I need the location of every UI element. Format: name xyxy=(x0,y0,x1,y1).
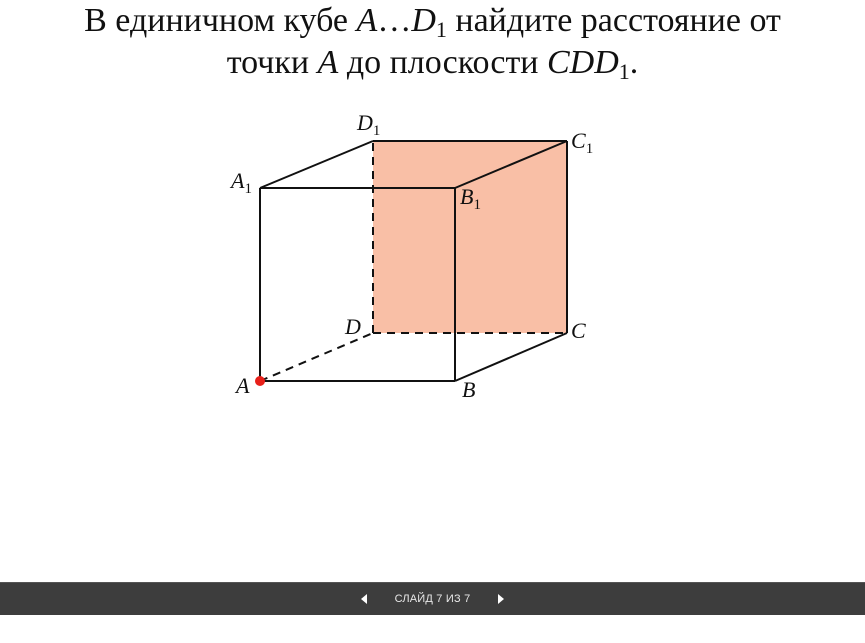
triangle-left-icon xyxy=(359,593,369,605)
vertex-label-b: B xyxy=(462,377,476,402)
triangle-right-icon xyxy=(496,593,506,605)
math-var: A xyxy=(356,2,378,39)
plane-cdd1 xyxy=(373,141,567,333)
slideshow-toolbar xyxy=(0,582,865,615)
edge-ad-hidden xyxy=(260,333,373,381)
title-text: . xyxy=(629,44,639,81)
ellipsis: … xyxy=(377,2,412,39)
vertex-label-c: C xyxy=(571,318,586,343)
vertex-label-b1: B1 xyxy=(460,184,481,213)
title-text: точки xyxy=(226,44,318,81)
next-slide-button[interactable] xyxy=(490,588,512,610)
vertex-label-a1: A1 xyxy=(231,168,252,197)
vertex-label-c1: C1 xyxy=(571,128,594,157)
title-text: найдите расстояние от xyxy=(446,2,781,39)
title-text: до плоскости xyxy=(338,44,547,81)
math-var: D xyxy=(411,2,436,39)
slide-counter: СЛАЙД 7 ИЗ 7 xyxy=(394,593,471,605)
bottom-margin xyxy=(0,615,865,643)
math-var: A xyxy=(317,44,339,81)
slide-navigation xyxy=(0,583,865,615)
edge-bc xyxy=(455,333,567,381)
title-text: В единичном кубе xyxy=(84,2,357,39)
point-a xyxy=(255,376,265,386)
math-subscript: 1 xyxy=(618,59,630,84)
previous-slide-button[interactable] xyxy=(353,588,375,610)
vertex-label-d: D xyxy=(345,314,361,339)
vertex-label-a: A xyxy=(236,373,250,398)
vertex-label-d1: D1 xyxy=(357,110,381,139)
edge-a1d1 xyxy=(260,141,373,188)
math-var: CDD xyxy=(547,44,619,81)
math-subscript: 1 xyxy=(435,17,447,42)
